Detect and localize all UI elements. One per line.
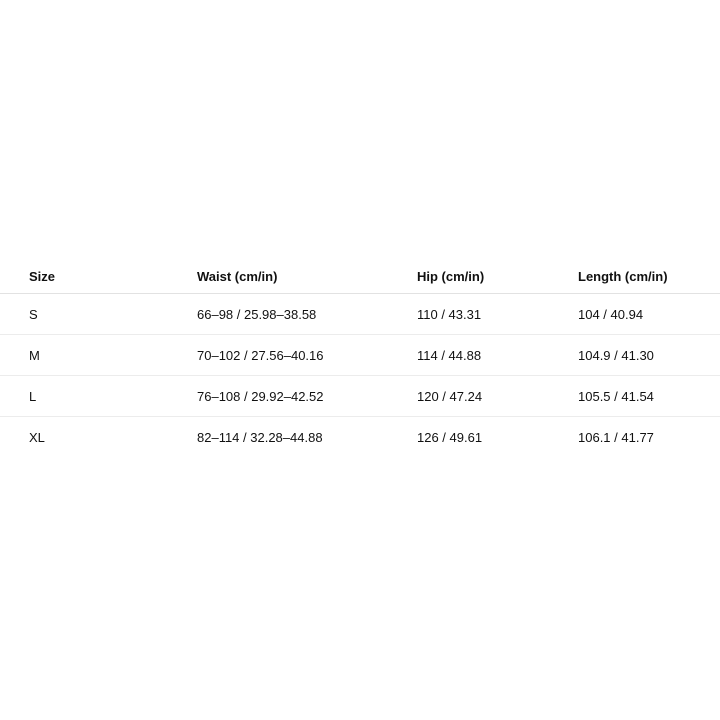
cell-size: XL [29, 430, 45, 445]
cell-length: 105.5 / 41.54 [578, 388, 654, 404]
table-header-row [0, 259, 720, 294]
cell-waist: 70–102 / 27.56–40.16 [197, 347, 324, 363]
table-row [0, 294, 720, 335]
cell-hip: 114 / 44.88 [417, 347, 482, 363]
cell-hip: 110 / 43.31 [417, 306, 482, 322]
table-row [0, 376, 720, 417]
header-length: Length (cm/in) [578, 268, 668, 284]
header-hip: Hip (cm/in) [417, 268, 485, 284]
cell-length: 104.9 / 41.30 [578, 347, 654, 363]
cell-hip: 120 / 47.24 [417, 388, 483, 404]
cell-length: 106.1 / 41.77 [578, 430, 654, 445]
header-waist: Waist (cm/in) [197, 268, 278, 284]
cell-hip: 126 / 49.61 [417, 430, 483, 445]
cell-waist: 82–114 / 32.28–44.88 [197, 430, 323, 445]
size-chart-table [0, 259, 720, 458]
cell-size: S [29, 306, 38, 322]
cell-waist: 66–98 / 25.98–38.58 [197, 306, 317, 322]
cell-length: 104 / 40.94 [578, 306, 644, 322]
cell-size: L [29, 388, 37, 404]
cell-size: M [29, 347, 40, 363]
header-size: Size [29, 268, 56, 284]
cell-waist: 76–108 / 29.92–42.52 [197, 388, 324, 404]
table-row [0, 417, 720, 458]
table-row [0, 335, 720, 376]
